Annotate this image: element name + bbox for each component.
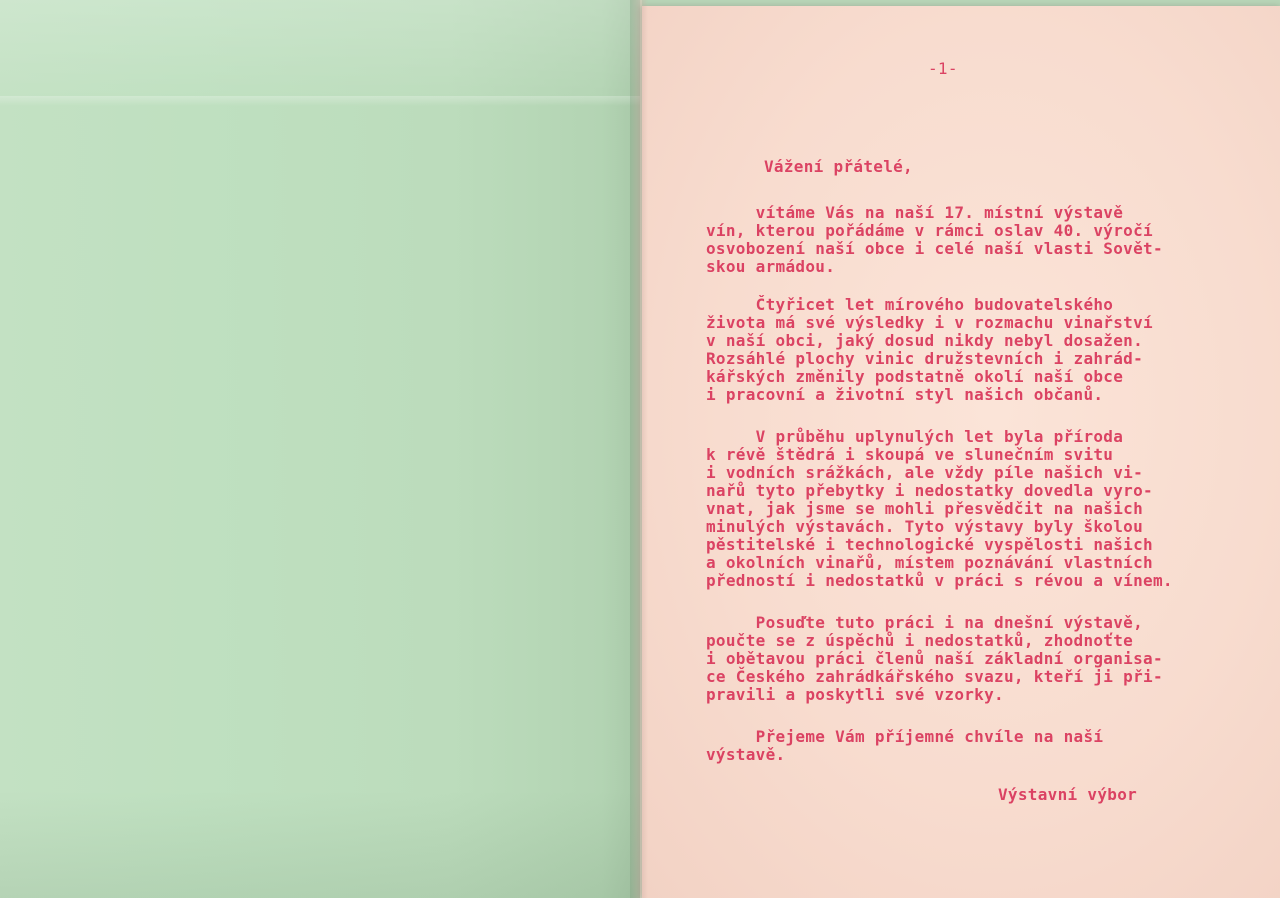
line: Rozsáhlé plochy vinic družstevních i zahrád- xyxy=(706,349,1144,368)
line: vnat, jak jsme se mohli přesvědčit na našich xyxy=(706,499,1144,518)
line: i vodních srážkách, ale vždy píle našich vi- xyxy=(706,463,1144,482)
paragraph-3 xyxy=(706,428,1173,590)
paragraph-4 xyxy=(706,614,1163,704)
page-number: -1- xyxy=(928,59,958,78)
line: výstavě. xyxy=(706,745,786,764)
line: pěstitelské i technologické vyspělosti našich xyxy=(706,535,1153,554)
line: Přejeme Vám příjemné chvíle na naší xyxy=(706,727,1104,746)
line: vín, kterou pořádáme v rámci oslav 40. výročí xyxy=(706,221,1153,240)
line: minulých výstavách. Tyto výstavy byly školou xyxy=(706,517,1144,536)
line: kářských změnily podstatně okolí naší obce xyxy=(706,367,1124,386)
line: i pracovní a životní styl našich občanů. xyxy=(706,385,1104,404)
book-gutter xyxy=(630,0,648,898)
line: ce Českého zahrádkářského svazu, kteří ji při- xyxy=(706,667,1163,686)
line: skou armádou. xyxy=(706,257,836,276)
line: k révě štědrá i skoupá ve slunečním svitu xyxy=(706,445,1114,464)
salutation: Vážení přátelé, xyxy=(764,157,913,176)
paragraph-1 xyxy=(706,204,1163,276)
line: Posuďte tuto práci i na dnešní výstavě, xyxy=(706,613,1144,632)
line: osvobození naší obce i celé naší vlasti Sovět- xyxy=(706,239,1163,258)
line: V průběhu uplynulých let byla příroda xyxy=(706,427,1124,446)
line: Čtyřicet let mírového budovatelského xyxy=(706,295,1114,314)
line: i obětavou práci členů naší základní organisa- xyxy=(706,649,1163,668)
paragraph-5 xyxy=(706,728,1103,764)
line: pravili a poskytli své vzorky. xyxy=(706,685,1004,704)
paragraph-2 xyxy=(706,296,1153,404)
line: předností i nedostatků v práci s révou a vínem. xyxy=(706,571,1173,590)
paper-crease xyxy=(0,96,640,106)
line: v naší obci, jaký dosud nikdy nebyl dosažen. xyxy=(706,331,1144,350)
line: života má své výsledky i v rozmachu vinařství xyxy=(706,313,1153,332)
line: nařů tyto přebytky i nedostatky dovedla vyro- xyxy=(706,481,1153,500)
line: a okolních vinařů, místem poznávání vlastních xyxy=(706,553,1153,572)
line: poučte se z úspěchů i nedostatků, zhodnoťte xyxy=(706,631,1134,650)
line: vítáme Vás na naší 17. místní výstavě xyxy=(706,203,1124,222)
signature: Výstavní výbor xyxy=(998,785,1138,804)
